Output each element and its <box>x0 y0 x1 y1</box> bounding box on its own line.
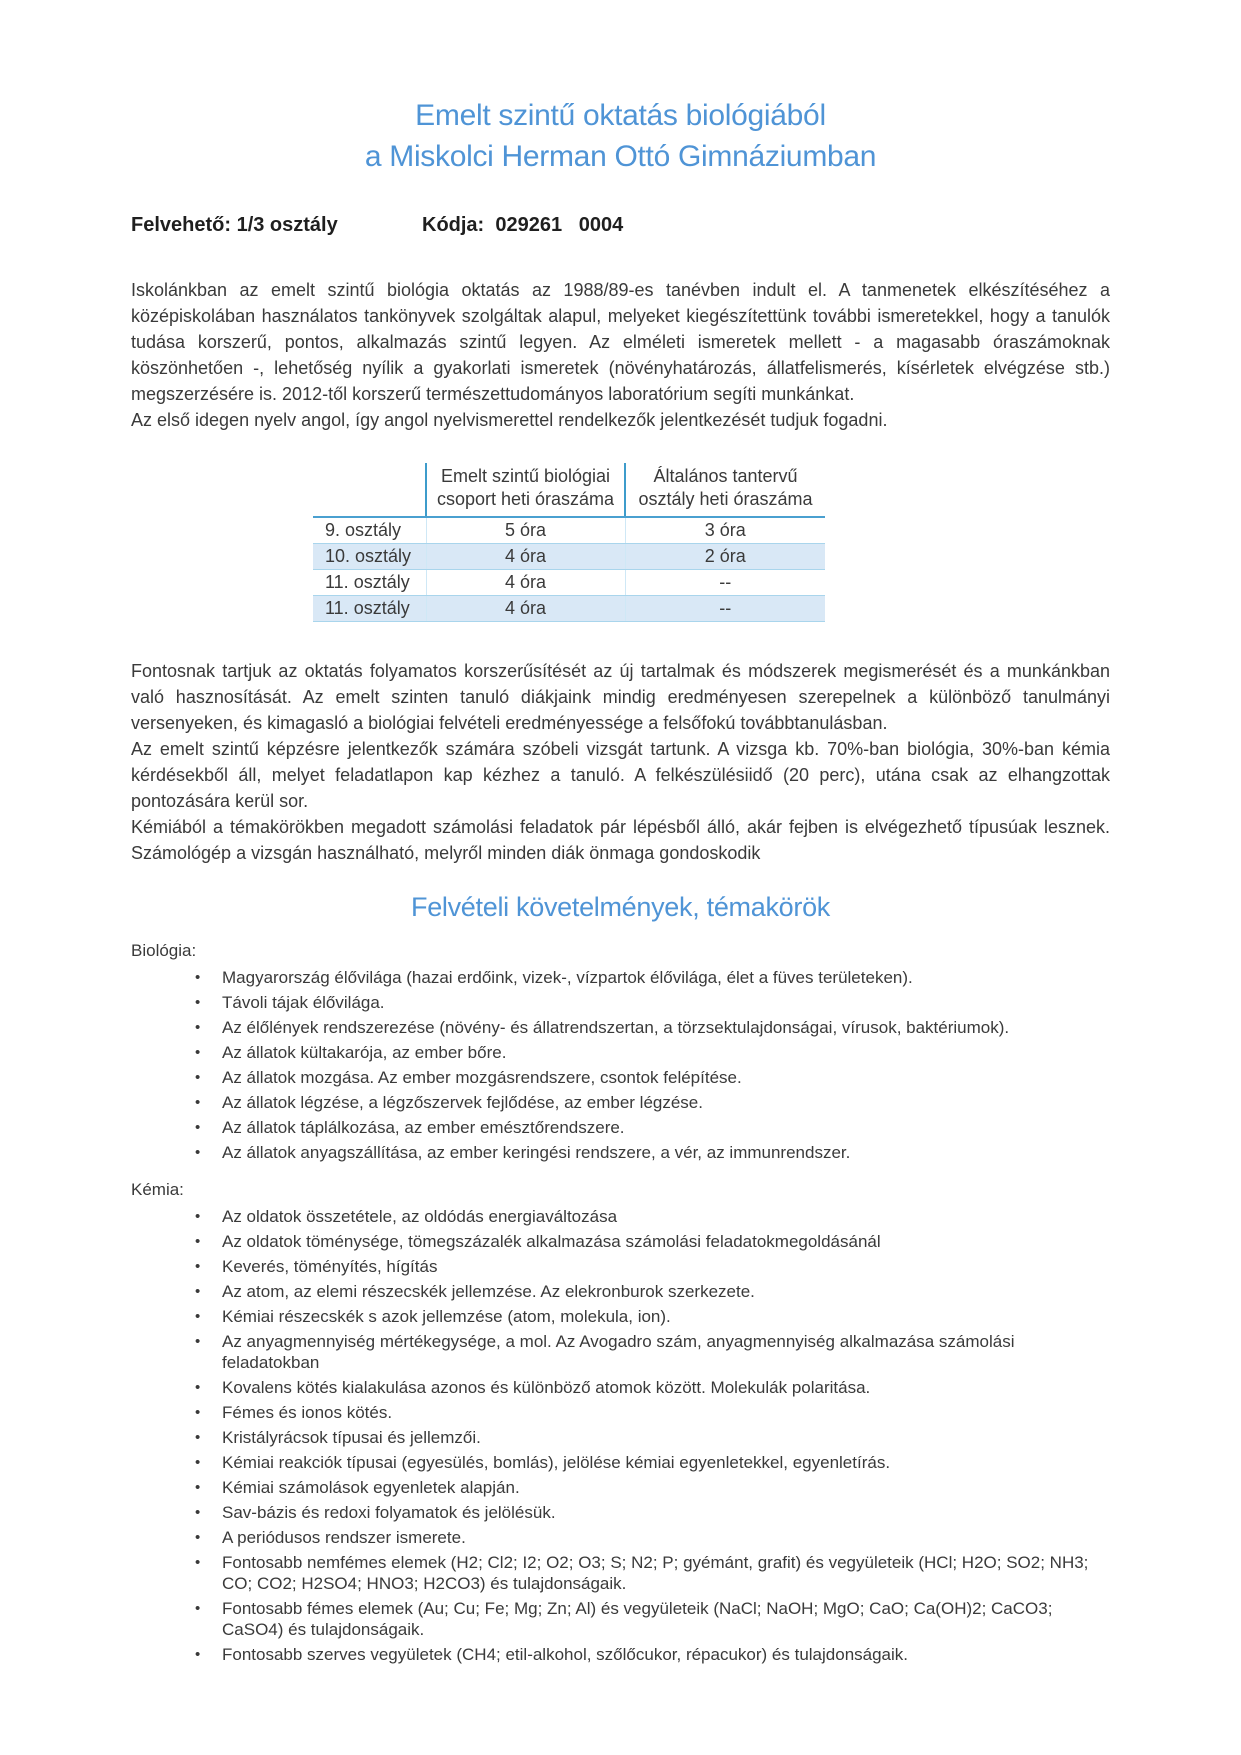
chemistry-topic-item <box>131 1552 1110 1594</box>
biology-topic-item <box>131 1042 1110 1063</box>
topic-item-text: Fontosabb nemfémes elemek (H2; Cl2; I2; O2; O3; S; N2; P; gyémánt, grafit) és vegyületeik (HCl; H2O; SO2; NH3; CO; CO2; H2SO4; HNO3; H2CO3) és tulajdonságaik. <box>222 1553 1089 1593</box>
chemistry-topic-item <box>131 1598 1110 1640</box>
topic-item-text: Kémiai részecskék s azok jellemzése (atom, molekula, ion). <box>222 1307 671 1326</box>
table-cell-emelt-hours: 4 óra <box>426 570 625 596</box>
bullet-icon: • <box>195 1308 201 1325</box>
biology-topic-list <box>131 967 1110 1163</box>
topic-item-text: Az állatok légzése, a légzőszervek fejlődése, az ember légzése. <box>222 1093 703 1112</box>
topic-item-text: Magyarország élővilága (hazai erdőink, vizek-, vízpartok élővilága, élet a füves területeken). <box>222 968 913 987</box>
topic-item-text: Fontosabb fémes elemek (Au; Cu; Fe; Mg; Zn; Al) és vegyületeik (NaCl; NaOH; MgO; CaO; Ca(OH)2; CaCO3; CaSO4) és tulajdonságaik. <box>222 1599 1053 1639</box>
document-title-line2: a Miskolci Herman Ottó Gimnáziumban <box>364 140 877 173</box>
admission-capacity-label: Felvehető: 1/3 osztály <box>131 214 338 236</box>
topic-item-text: Az atom, az elemi részecskék jellemzése. Az elekronburok szerkezete. <box>222 1282 755 1301</box>
table-cell-grade: 9. osztály <box>313 517 426 544</box>
chemistry-topic-item <box>131 1377 1110 1398</box>
bullet-icon: • <box>195 1529 201 1546</box>
biology-topic-item <box>131 1067 1110 1088</box>
chemistry-topic-item <box>131 1644 1110 1665</box>
bullet-icon: • <box>195 994 201 1011</box>
intro-paragraph-1: Iskolánkban az emelt szintű biológia oktatás az 1988/89-es tanévben indult el. A tanmenetek elkészítéséhez a középiskolában használatos tankönyvek szolgáltak alapul, melyeket kiegészítettünk további ismeretekkel, hogy a tanulók tudása korszerű, pontos, alkalmazás szintű legyen. Az elméleti ismeretek mellett - a magasabb óraszámoknak köszönhetően -, lehetőség nyílik a gyakorlati ismeretek (növényhatározás, állatfelismerés, kísérletek elvégzése stb.) megszerzésére is. 2012-től korszerű természettudományos laboratórium segíti munkánkat. <box>131 280 1110 404</box>
bullet-icon: • <box>195 1379 201 1396</box>
chemistry-topic-item <box>131 1502 1110 1523</box>
table-cell-altalanos-hours: -- <box>625 570 825 596</box>
middle-paragraph-3: Kémiából a témakörökben megadott számolási feladatok pár lépésből álló, akár fejben is elvégezhető típusúak lesznek. Számológép a vizsgán használható, melyről minden diák önmaga gondoskodik <box>131 817 1110 863</box>
biology-topic-item <box>131 1017 1110 1038</box>
bullet-icon: • <box>195 1554 201 1571</box>
bullet-icon: • <box>195 1258 201 1275</box>
chemistry-topic-item <box>131 1452 1110 1473</box>
chemistry-topic-item <box>131 1281 1110 1302</box>
intro-paragraph-2: Az első idegen nyelv angol, így angol nyelvismerettel rendelkezők jelentkezését tudjuk fogadni. <box>131 410 888 430</box>
table-cell-grade: 11. osztály <box>313 596 426 622</box>
table-cell-altalanos-hours: 2 óra <box>625 544 825 570</box>
topic-item-text: Az oldatok összetétele, az oldódás energiaváltozása <box>222 1207 618 1226</box>
bullet-icon: • <box>195 1429 201 1446</box>
bullet-icon: • <box>195 1119 201 1136</box>
bullet-icon: • <box>195 1404 201 1421</box>
topic-item-text: A periódusos rendszer ismerete. <box>222 1528 466 1547</box>
topic-item-text: Kémiai számolások egyenletek alapján. <box>222 1478 520 1497</box>
table-row <box>313 544 825 570</box>
topic-item-text: Az állatok táplálkozása, az ember emésztőrendszere. <box>222 1118 625 1137</box>
document-title <box>131 0 1110 177</box>
requirements-heading: Felvételi követelmények, témakörök <box>411 892 830 922</box>
table-corner-cell <box>313 463 426 517</box>
bullet-icon: • <box>195 1094 201 1111</box>
biology-topic-item <box>131 1142 1110 1163</box>
topic-item-text: Kristályrácsok típusai és jellemzői. <box>222 1428 481 1447</box>
bullet-icon: • <box>195 1283 201 1300</box>
biology-topic-item <box>131 1092 1110 1113</box>
table-cell-altalanos-hours: 3 óra <box>625 517 825 544</box>
table-cell-altalanos-hours: -- <box>625 596 825 622</box>
bullet-icon: • <box>195 1600 201 1617</box>
table-row <box>313 517 825 544</box>
topic-item-text: Sav-bázis és redoxi folyamatok és jelölésük. <box>222 1503 556 1522</box>
table-header-altalanos: Általános tantervű osztály heti óraszáma <box>625 463 825 517</box>
topic-item-text: Az élőlények rendszerezése (növény- és állatrendszertan, a törzsektulajdonságai, vírusok, baktériumok). <box>222 1018 1010 1037</box>
topic-item-text: Az anyagmennyiség mértékegysége, a mol. Az Avogadro szám, anyagmennyiség alkalmazása számolási feladatokban <box>222 1332 1015 1372</box>
bullet-icon: • <box>195 1454 201 1471</box>
table-cell-emelt-hours: 4 óra <box>426 544 625 570</box>
bullet-icon: • <box>195 1233 201 1250</box>
topic-item-text: Az állatok kültakarója, az ember bőre. <box>222 1043 507 1062</box>
table-cell-grade: 10. osztály <box>313 544 426 570</box>
bullet-icon: • <box>195 1333 201 1350</box>
middle-paragraph-2: Az emelt szintű képzésre jelentkezők számára szóbeli vizsgát tartunk. A vizsga kb. 70%-ban biológia, 30%-ban kémia kérdésekből áll, melyet feladatlapon kap kézhez a tanuló. A felkészülésiidő (20 perc), utána csak az elhangzottak pontozására kerül sor. <box>131 739 1110 811</box>
biology-topic-item <box>131 992 1110 1013</box>
chemistry-topic-item <box>131 1331 1110 1373</box>
table-header-emelt: Emelt szintű biológiai csoport heti óraszáma <box>426 463 625 517</box>
chemistry-topic-item <box>131 1231 1110 1252</box>
biology-topic-item <box>131 967 1110 988</box>
topic-item-text: Az állatok anyagszállítása, az ember keringési rendszere, a vér, az immunrendszer. <box>222 1143 851 1162</box>
topic-item-text: Keverés, töményítés, hígítás <box>222 1257 438 1276</box>
bullet-icon: • <box>195 1019 201 1036</box>
chemistry-topic-item <box>131 1477 1110 1498</box>
topic-item-text: Az állatok mozgása. Az ember mozgásrendszere, csontok felépítése. <box>222 1068 742 1087</box>
chemistry-section-label: Kémia: <box>131 1180 184 1199</box>
table-cell-emelt-hours: 4 óra <box>426 596 625 622</box>
admission-info-row <box>131 213 1110 237</box>
topic-item-text: Az oldatok töménysége, tömegszázalék alkalmazása számolási feladatokmegoldásánál <box>222 1232 881 1251</box>
bullet-icon: • <box>195 969 201 986</box>
weekly-hours-table-header <box>313 463 825 517</box>
chemistry-topic-item <box>131 1256 1110 1277</box>
admission-code-label: Kódja: 029261 0004 <box>422 214 624 236</box>
chemistry-topic-item <box>131 1206 1110 1227</box>
table-row <box>313 596 825 622</box>
biology-section-label: Biológia: <box>131 941 197 960</box>
chemistry-topic-item <box>131 1402 1110 1423</box>
middle-paragraph-1: Fontosnak tartjuk az oktatás folyamatos korszerűsítését az új tartalmak és módszerek megismerését és a munkánkban való hasznosítását. Az emelt szinten tanuló diákjaink mindig eredményesen szerepelnek a különböző tanulmányi versenyeken, és kimagasló a biológiai felvételi eredményessége a felsőfokú továbbtanulásban. <box>131 661 1110 733</box>
bullet-icon: • <box>195 1479 201 1496</box>
topic-item-text: Fémes és ionos kötés. <box>222 1403 393 1422</box>
chemistry-topic-item <box>131 1527 1110 1548</box>
table-cell-emelt-hours: 5 óra <box>426 517 625 544</box>
chemistry-topic-list <box>131 1206 1110 1665</box>
bullet-icon: • <box>195 1646 201 1663</box>
table-row <box>313 570 825 596</box>
topic-item-text: Fontosabb szerves vegyületek (CH4; etil-alkohol, szőlőcukor, répacukor) és tulajdonságaik. <box>222 1645 909 1664</box>
weekly-hours-table-body <box>313 517 825 622</box>
topic-item-text: Kovalens kötés kialakulása azonos és különböző atomok között. Molekulák polaritása. <box>222 1378 871 1397</box>
chemistry-topic-item <box>131 1427 1110 1448</box>
table-cell-grade: 11. osztály <box>313 570 426 596</box>
biology-topic-item <box>131 1117 1110 1138</box>
bullet-icon: • <box>195 1069 201 1086</box>
document-title-line1: Emelt szintű oktatás biológiából <box>415 99 826 132</box>
chemistry-topic-item <box>131 1306 1110 1327</box>
weekly-hours-table <box>313 463 825 622</box>
bullet-icon: • <box>195 1208 201 1225</box>
bullet-icon: • <box>195 1504 201 1521</box>
bullet-icon: • <box>195 1144 201 1161</box>
bullet-icon: • <box>195 1044 201 1061</box>
topic-item-text: Kémiai reakciók típusai (egyesülés, bomlás), jelölése kémiai egyenletekkel, egyenletírás. <box>222 1453 891 1472</box>
topic-item-text: Távoli tájak élővilága. <box>222 993 385 1012</box>
